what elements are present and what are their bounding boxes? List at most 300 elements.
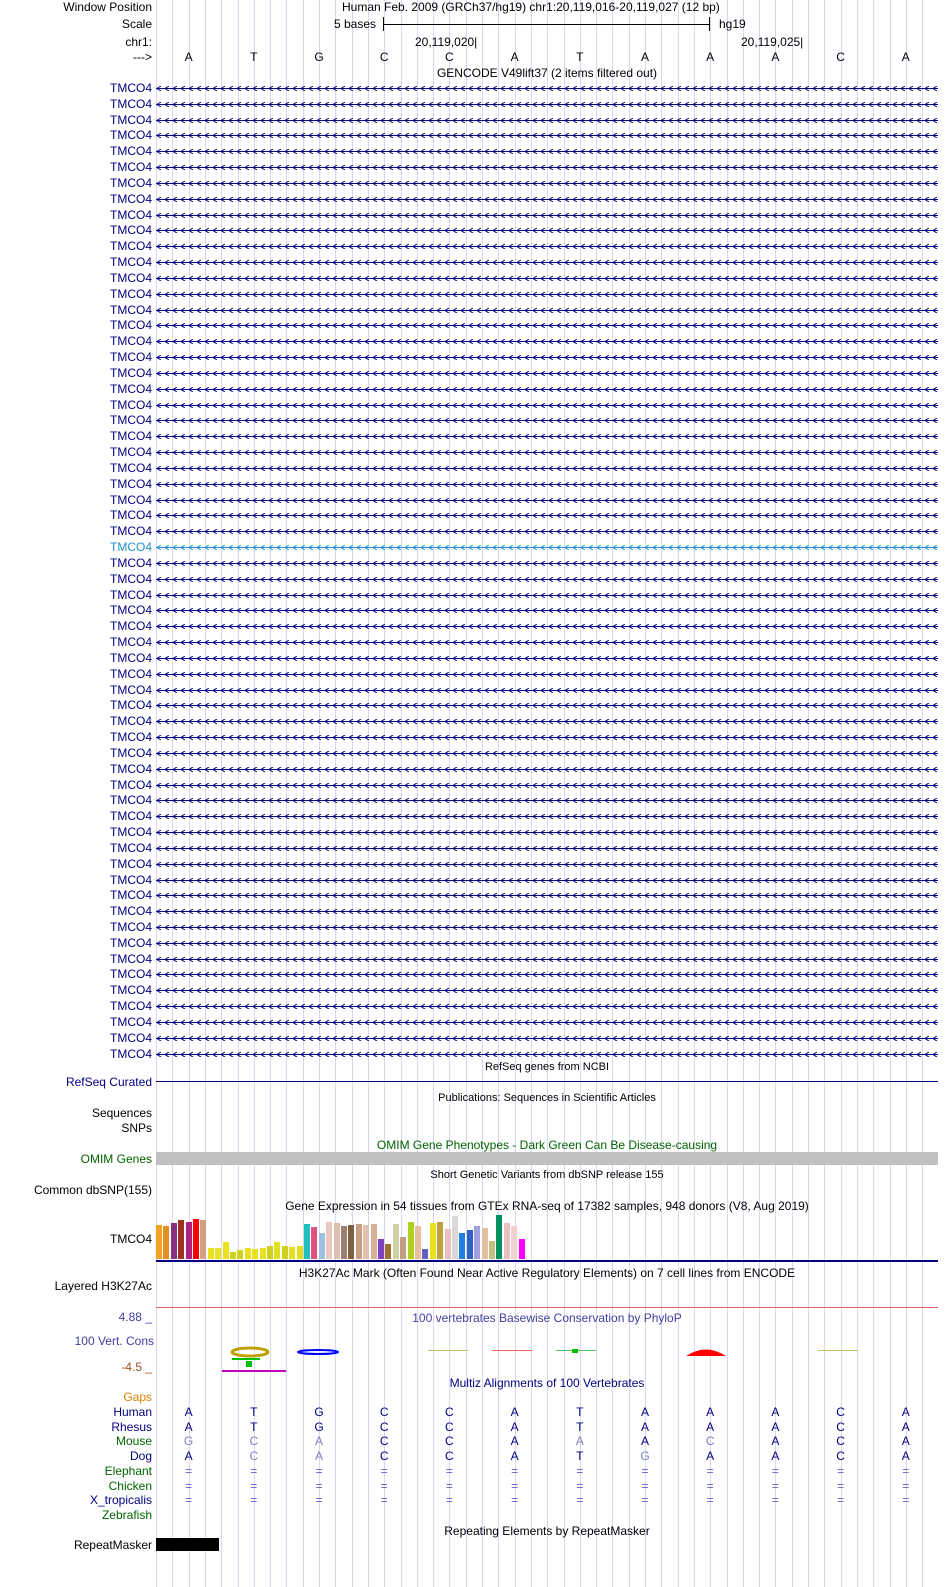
gaps-label[interactable]: Gaps <box>123 1390 152 1404</box>
reference-base: A <box>640 50 649 64</box>
gencode-transcript-strand[interactable] <box>156 1004 938 1009</box>
h3k27ac-line <box>156 1307 938 1308</box>
aligned-base: A <box>901 1449 910 1464</box>
gencode-transcript-label[interactable]: TMCO4 <box>110 302 152 317</box>
gencode-transcript-strand[interactable] <box>156 783 938 788</box>
gencode-transcript-label[interactable]: TMCO4 <box>110 207 152 222</box>
gencode-transcript-strand[interactable] <box>156 102 938 107</box>
gencode-transcript-strand[interactable] <box>156 798 938 803</box>
gtex-tissue-bar[interactable] <box>245 1248 251 1259</box>
multiz-title[interactable]: Multiz Alignments of 100 Vertebrates <box>449 1376 645 1390</box>
gencode-transcript-label[interactable]: TMCO4 <box>110 967 152 982</box>
conservation-logos <box>156 1345 938 1375</box>
aligned-base: = <box>837 1463 845 1478</box>
aligned-base: A <box>640 1434 649 1449</box>
gencode-transcript-label[interactable]: TMCO4 <box>110 1046 152 1061</box>
gtex-tissue-bar[interactable] <box>378 1239 384 1259</box>
gencode-transcript-strand[interactable] <box>156 355 938 360</box>
gtex-tissue-bar[interactable] <box>348 1225 354 1259</box>
gencode-transcript-label[interactable]: TMCO4 <box>110 270 152 285</box>
gencode-transcript-strand[interactable] <box>156 213 938 218</box>
gencode-transcript-strand[interactable] <box>156 735 938 740</box>
assembly-label: hg19 <box>719 17 746 31</box>
gencode-transcript-strand[interactable] <box>156 165 938 170</box>
gencode-transcript-strand[interactable] <box>156 197 938 202</box>
gencode-transcript-strand[interactable] <box>156 323 938 328</box>
aligned-base: A <box>901 1405 910 1419</box>
aligned-base: = <box>380 1478 388 1493</box>
gtex-tissue-bar[interactable] <box>452 1216 458 1259</box>
gencode-transcript-label[interactable]: TMCO4 <box>110 429 152 444</box>
gencode-transcript-label[interactable]: TMCO4 <box>110 999 152 1014</box>
aligned-base: A <box>640 1405 649 1419</box>
gtex-tissue-bar[interactable] <box>186 1222 192 1259</box>
aligned-base: G <box>314 1405 324 1419</box>
gencode-transcript-label[interactable]: TMCO4 <box>110 492 152 507</box>
species-label[interactable]: Chicken <box>108 1478 152 1493</box>
gtex-tissue-bar[interactable] <box>297 1246 303 1259</box>
gencode-transcript-strand[interactable] <box>156 260 938 265</box>
aligned-base: C <box>836 1405 845 1419</box>
gencode-transcript-strand[interactable] <box>156 403 938 408</box>
refseq-title[interactable]: RefSeq genes from NCBI <box>484 1061 610 1073</box>
gtex-tissue-bar[interactable] <box>415 1226 421 1259</box>
gtex-tissue-bar[interactable] <box>393 1224 399 1259</box>
gencode-transcript-label[interactable]: TMCO4 <box>110 175 152 190</box>
gtex-tissue-bar[interactable] <box>326 1222 332 1259</box>
gencode-transcript-label[interactable]: TMCO4 <box>110 96 152 111</box>
species-label[interactable]: Zebrafish <box>101 1507 152 1522</box>
gtex-tissue-bar[interactable] <box>230 1252 236 1259</box>
gtex-tissue-bar[interactable] <box>319 1233 325 1259</box>
aligned-base: A <box>706 1419 715 1434</box>
gencode-transcript-strand[interactable] <box>156 593 938 598</box>
aligned-base: G <box>314 1419 324 1434</box>
gtex-tissue-bar[interactable] <box>156 1225 162 1259</box>
gencode-transcript-strand[interactable] <box>156 418 938 423</box>
gtex-tissue-bar[interactable] <box>371 1224 377 1259</box>
gencode-transcript-strand[interactable] <box>156 371 938 376</box>
gencode-transcript-strand[interactable] <box>156 561 938 566</box>
gtex-tissue-bar[interactable] <box>223 1242 229 1259</box>
gtex-tissue-bar[interactable] <box>437 1222 443 1259</box>
aligned-base: C <box>705 1434 715 1449</box>
aligned-base: = <box>576 1478 584 1493</box>
gencode-transcript-strand[interactable] <box>156 308 938 313</box>
repeatmasker-label[interactable]: RepeatMasker <box>73 1538 152 1552</box>
sequences-label[interactable]: Sequences <box>91 1106 152 1120</box>
gtex-tissue-bar[interactable] <box>356 1224 362 1259</box>
gtex-tissue-bar[interactable] <box>193 1219 199 1259</box>
aligned-base: = <box>445 1463 453 1478</box>
aligned-base: = <box>837 1478 845 1493</box>
aligned-base: = <box>445 1493 453 1508</box>
gencode-transcript-strand[interactable] <box>156 925 938 930</box>
aligned-base: A <box>314 1449 323 1464</box>
gencode-transcript-strand[interactable] <box>156 450 938 455</box>
aligned-base: C <box>379 1434 389 1449</box>
gencode-transcript-label[interactable]: TMCO4 <box>110 793 152 808</box>
gencode-transcript-strand[interactable] <box>156 181 938 186</box>
gencode-transcript-label[interactable]: TMCO4 <box>110 761 152 776</box>
gencode-transcript-label[interactable]: TMCO4 <box>110 350 152 365</box>
gtex-title[interactable]: Gene Expression in 54 tissues from GTEx RNA-seq of 17382 samples, 948 donors (V8, Aug 2019) <box>285 1199 809 1213</box>
gencode-transcript-strand[interactable] <box>156 529 938 534</box>
gtex-tissue-bar[interactable] <box>341 1226 347 1259</box>
aligned-base: C <box>836 1419 845 1434</box>
gencode-transcript-strand[interactable] <box>156 1052 938 1057</box>
gencode-transcript-label[interactable]: TMCO4 <box>110 888 152 903</box>
gencode-transcript-label[interactable]: TMCO4 <box>110 413 152 428</box>
gencode-transcript-label[interactable]: TMCO4 <box>110 730 152 745</box>
reference-base: A <box>510 50 519 64</box>
aligned-base: = <box>771 1463 779 1478</box>
gencode-transcript-strand[interactable] <box>156 244 938 249</box>
gencode-transcript-strand[interactable] <box>156 1020 938 1025</box>
gencode-transcript-strand[interactable] <box>156 228 938 233</box>
gtex-tissue-bar[interactable] <box>215 1248 221 1259</box>
gencode-transcript-strand[interactable] <box>156 988 938 993</box>
chrom-label: chr1: <box>125 35 152 49</box>
gtex-tissue-bar[interactable] <box>363 1225 369 1259</box>
gencode-transcript-label[interactable]: TMCO4 <box>110 635 152 650</box>
aligned-base: A <box>314 1434 323 1449</box>
dbsnp-label[interactable]: Common dbSNP(155) <box>33 1183 152 1197</box>
gtex-tissue-bar[interactable] <box>511 1226 517 1259</box>
gencode-transcript-label[interactable]: TMCO4 <box>110 365 152 380</box>
gencode-transcript-label[interactable]: TMCO4 <box>110 223 152 238</box>
gencode-transcript-label[interactable]: TMCO4 <box>110 904 152 919</box>
aligned-base: G <box>640 1449 650 1464</box>
gencode-transcript-label[interactable]: TMCO4 <box>110 714 152 729</box>
aligned-base: T <box>250 1419 258 1434</box>
gencode-transcript-strand[interactable] <box>156 513 938 518</box>
gencode-transcript-label[interactable]: TMCO4 <box>110 777 152 792</box>
gencode-transcript-label[interactable]: TMCO4 <box>110 286 152 301</box>
gencode-transcript-strand[interactable] <box>156 133 938 138</box>
gtex-tissue-bar[interactable] <box>467 1230 473 1259</box>
gtex-tissue-bar[interactable] <box>282 1246 288 1259</box>
gencode-transcript-label[interactable]: TMCO4 <box>110 397 152 412</box>
species-label[interactable]: Dog <box>129 1449 152 1464</box>
aligned-base: = <box>902 1463 910 1478</box>
gencode-transcript-label[interactable]: TMCO4 <box>110 508 152 523</box>
aligned-base: = <box>837 1493 845 1508</box>
aligned-base: A <box>771 1449 780 1464</box>
gencode-transcript-label[interactable]: TMCO4 <box>110 255 152 270</box>
aligned-base: C <box>379 1405 389 1419</box>
gtex-tissue-bar[interactable] <box>200 1220 206 1259</box>
gencode-transcript-strand[interactable] <box>156 703 938 708</box>
gencode-transcript-strand[interactable] <box>156 909 938 914</box>
gencode-transcript-label[interactable]: TMCO4 <box>110 809 152 824</box>
gencode-transcript-strand[interactable] <box>156 767 938 772</box>
gtex-tissue-bar[interactable] <box>400 1237 406 1259</box>
aligned-base: = <box>576 1493 584 1508</box>
aligned-base: = <box>511 1463 519 1478</box>
aligned-base: A <box>771 1405 780 1419</box>
gencode-transcript-label[interactable]: TMCO4 <box>110 540 152 555</box>
gtex-label[interactable]: TMCO4 <box>110 1232 152 1246</box>
gtex-tissue-bar[interactable] <box>408 1222 414 1259</box>
aligned-base: C <box>249 1449 259 1464</box>
gencode-transcript-strand[interactable] <box>156 941 938 946</box>
reference-base: T <box>250 50 258 64</box>
gtex-tissue-bar[interactable] <box>496 1215 502 1259</box>
gencode-transcript-label[interactable]: TMCO4 <box>110 191 152 206</box>
gencode-transcript-strand[interactable] <box>156 957 938 962</box>
aligned-base: A <box>184 1405 193 1419</box>
gtex-tissue-bar[interactable] <box>237 1250 243 1259</box>
gtex-baseline <box>156 1260 938 1262</box>
gencode-transcript-label[interactable]: TMCO4 <box>110 112 152 127</box>
gtex-tissue-bar[interactable] <box>504 1223 510 1259</box>
species-label[interactable]: Mouse <box>115 1434 152 1449</box>
gtex-bar-chart[interactable] <box>156 1215 556 1259</box>
gencode-transcript-strand[interactable] <box>156 387 938 392</box>
gencode-transcript-strand[interactable] <box>156 86 938 91</box>
gencode-transcript-strand[interactable] <box>156 751 938 756</box>
gencode-transcript-label[interactable]: TMCO4 <box>110 919 152 934</box>
aligned-base: = <box>706 1493 714 1508</box>
gtex-tissue-bar[interactable] <box>482 1228 488 1259</box>
omim-title[interactable]: OMIM Gene Phenotypes - Dark Green Can Be Disease-causing <box>376 1138 718 1152</box>
gencode-transcript-label[interactable]: TMCO4 <box>110 951 152 966</box>
gencode-transcript-label[interactable]: TMCO4 <box>110 698 152 713</box>
aligned-base: = <box>185 1463 193 1478</box>
gencode-transcript-strand[interactable] <box>156 466 938 471</box>
gencode-transcript-label[interactable]: TMCO4 <box>110 682 152 697</box>
gencode-transcript-label[interactable]: TMCO4 <box>110 603 152 618</box>
aligned-base: = <box>315 1493 323 1508</box>
gtex-tissue-bar[interactable] <box>474 1226 480 1259</box>
refseq-line <box>156 1081 938 1082</box>
aligned-base: T <box>250 1405 258 1419</box>
aligned-base: = <box>511 1478 519 1493</box>
gencode-transcript-strand[interactable] <box>156 1036 938 1041</box>
snps-label[interactable]: SNPs <box>121 1121 152 1135</box>
aligned-base: C <box>445 1449 454 1464</box>
aligned-base: T <box>576 1419 584 1434</box>
gtex-tissue-bar[interactable] <box>267 1246 273 1259</box>
gencode-transcript-strand[interactable] <box>156 672 938 677</box>
gencode-transcript-strand[interactable] <box>156 814 938 819</box>
gencode-transcript-strand[interactable] <box>156 482 938 487</box>
gencode-transcript-strand[interactable] <box>156 846 938 851</box>
reference-base: A <box>771 50 780 64</box>
coord-tick-2: 20,119,025| <box>741 35 804 49</box>
gtex-tissue-bar[interactable] <box>274 1242 280 1259</box>
gencode-transcript-strand[interactable] <box>156 624 938 629</box>
dbsnp-title[interactable]: Short Genetic Variants from dbSNP release 155 <box>430 1169 664 1181</box>
gencode-transcript-label[interactable]: TMCO4 <box>110 619 152 634</box>
aligned-base: = <box>185 1478 193 1493</box>
gencode-transcript-strand[interactable] <box>156 545 938 550</box>
aligned-base: A <box>184 1449 193 1464</box>
gencode-transcript-label[interactable]: TMCO4 <box>110 381 152 396</box>
species-label[interactable]: Rhesus <box>111 1419 152 1434</box>
gtex-tissue-bar[interactable] <box>208 1248 214 1259</box>
gencode-transcript-label[interactable]: TMCO4 <box>110 935 152 950</box>
gtex-tissue-bar[interactable] <box>260 1248 266 1259</box>
omim-bar[interactable] <box>156 1152 938 1165</box>
gtex-tissue-bar[interactable] <box>289 1247 295 1259</box>
gencode-transcript-label[interactable]: TMCO4 <box>110 983 152 998</box>
aligned-base: A <box>901 1434 910 1449</box>
gencode-transcript-strand[interactable] <box>156 719 938 724</box>
aligned-base: = <box>315 1463 323 1478</box>
species-label[interactable]: Human <box>113 1405 152 1419</box>
aligned-base: = <box>706 1478 714 1493</box>
aligned-base: A <box>901 1419 910 1434</box>
aligned-base: = <box>250 1493 258 1508</box>
aligned-base: = <box>185 1493 193 1508</box>
repeat-element[interactable] <box>156 1538 219 1551</box>
gencode-transcript-strand[interactable] <box>156 292 938 297</box>
gtex-tissue-bar[interactable] <box>445 1229 451 1259</box>
aligned-base: A <box>510 1405 519 1419</box>
species-label[interactable]: X_tropicalis <box>89 1493 152 1508</box>
gencode-transcript-label[interactable]: TMCO4 <box>110 745 152 760</box>
aligned-base: = <box>771 1493 779 1508</box>
gencode-transcript-label[interactable]: TMCO4 <box>110 666 152 681</box>
gencode-transcript-strand[interactable] <box>156 339 938 344</box>
gencode-transcript-label[interactable]: TMCO4 <box>110 81 152 95</box>
gencode-transcript-strand[interactable] <box>156 656 938 661</box>
gencode-transcript-label[interactable]: TMCO4 <box>110 840 152 855</box>
gencode-transcript-strand[interactable] <box>156 608 938 613</box>
gtex-tissue-bar[interactable] <box>422 1249 428 1259</box>
aligned-base: C <box>836 1434 845 1449</box>
gencode-transcript-strand[interactable] <box>156 972 938 977</box>
gtex-tissue-bar[interactable] <box>489 1241 495 1259</box>
publications-title[interactable]: Publications: Sequences in Scientific Articles <box>438 1092 656 1104</box>
h3k27ac-title[interactable]: H3K27Ac Mark (Often Found Near Active Regulatory Elements) on 7 cell lines from ENCODE <box>298 1266 796 1280</box>
gencode-transcript-label[interactable]: TMCO4 <box>110 1014 152 1029</box>
gencode-transcript-label[interactable]: TMCO4 <box>110 587 152 602</box>
gencode-transcript-label[interactable]: TMCO4 <box>110 239 152 254</box>
gencode-title[interactable]: GENCODE V49lift37 (2 items filtered out) <box>436 66 658 80</box>
gencode-transcript-strand[interactable] <box>156 830 938 835</box>
omim-label[interactable]: OMIM Genes <box>80 1152 152 1166</box>
aligned-base: = <box>902 1493 910 1508</box>
reference-base: C <box>445 50 454 64</box>
gtex-tissue-bar[interactable] <box>430 1223 436 1259</box>
reference-base: C <box>379 50 389 64</box>
aligned-base: = <box>641 1493 649 1508</box>
aligned-base: C <box>249 1434 259 1449</box>
conservation-label[interactable]: 100 Vert. Cons <box>74 1334 154 1348</box>
aligned-base: = <box>315 1478 323 1493</box>
aligned-base: = <box>576 1463 584 1478</box>
aligned-base: A <box>640 1419 649 1434</box>
aligned-base: = <box>511 1493 519 1508</box>
gtex-tissue-bar[interactable] <box>459 1233 465 1259</box>
aligned-base: T <box>576 1449 584 1464</box>
gtex-tissue-bar[interactable] <box>334 1223 340 1259</box>
gencode-transcript-label[interactable]: TMCO4 <box>110 571 152 586</box>
gencode-transcript-strand[interactable] <box>156 878 938 883</box>
reference-base: A <box>706 50 715 64</box>
aligned-base: A <box>706 1405 715 1419</box>
scale-bar <box>383 17 710 31</box>
repeatmasker-title[interactable]: Repeating Elements by RepeatMasker <box>444 1524 650 1538</box>
gencode-transcript-label[interactable]: TMCO4 <box>110 524 152 539</box>
gencode-transcript-label[interactable]: TMCO4 <box>110 650 152 665</box>
species-label[interactable]: Elephant <box>104 1463 152 1478</box>
strand-label: ---> <box>133 50 152 64</box>
window-position-value: Human Feb. 2009 (GRCh37/hg19) chr1:20,119,016-20,119,027 (12 bp) <box>342 0 720 14</box>
gtex-tissue-bar[interactable] <box>519 1239 525 1259</box>
gtex-tissue-bar[interactable] <box>178 1220 184 1259</box>
window-position-label: Window Position <box>63 0 152 14</box>
reference-base: C <box>836 50 845 64</box>
gtex-tissue-bar[interactable] <box>252 1249 258 1259</box>
gencode-transcript-strand[interactable] <box>156 118 938 123</box>
gtex-tissue-bar[interactable] <box>163 1226 169 1259</box>
gencode-transcript-label[interactable]: TMCO4 <box>110 460 152 475</box>
aligned-base: A <box>771 1419 780 1434</box>
conservation-title[interactable]: 100 vertebrates Basewise Conservation by PhyloP <box>412 1311 682 1325</box>
gencode-transcript-strand[interactable] <box>156 862 938 867</box>
aligned-base: = <box>445 1478 453 1493</box>
conservation-max: 4.88 _ <box>118 1310 152 1324</box>
scale-label: Scale <box>121 17 152 31</box>
aligned-base: C <box>379 1419 389 1434</box>
reference-base: A <box>901 50 910 64</box>
gencode-transcript-strand[interactable] <box>156 149 938 154</box>
aligned-base: = <box>641 1463 649 1478</box>
gencode-transcript-strand[interactable] <box>156 276 938 281</box>
gencode-transcript-strand[interactable] <box>156 640 938 645</box>
gencode-transcript-label[interactable]: TMCO4 <box>110 445 152 460</box>
reference-base: T <box>576 50 584 64</box>
aligned-base: G <box>183 1434 194 1449</box>
gencode-transcript-strand[interactable] <box>156 577 938 582</box>
reference-base: A <box>184 50 193 64</box>
aligned-base: T <box>576 1405 584 1419</box>
gtex-tissue-bar[interactable] <box>171 1223 177 1259</box>
aligned-base: = <box>380 1463 388 1478</box>
gencode-transcript-strand[interactable] <box>156 498 938 503</box>
gencode-transcript-label[interactable]: TMCO4 <box>110 128 152 143</box>
gtex-tissue-bar[interactable] <box>304 1224 310 1259</box>
aligned-base: C <box>836 1449 845 1464</box>
aligned-base: A <box>510 1419 519 1434</box>
gencode-transcript-label[interactable]: TMCO4 <box>110 334 152 349</box>
gencode-transcript-label[interactable]: TMCO4 <box>110 1030 152 1045</box>
gencode-transcript-strand[interactable] <box>156 688 938 693</box>
aligned-base: A <box>575 1434 584 1449</box>
gencode-transcript-label[interactable]: TMCO4 <box>110 160 152 175</box>
aligned-base: A <box>510 1434 519 1449</box>
gencode-transcript-label[interactable]: TMCO4 <box>110 825 152 839</box>
gencode-transcript-strand[interactable] <box>156 434 938 439</box>
gtex-tissue-bar[interactable] <box>385 1244 391 1259</box>
aligned-base: C <box>445 1419 454 1434</box>
gencode-transcript-label[interactable]: TMCO4 <box>110 476 152 491</box>
aligned-base: C <box>445 1434 454 1449</box>
h3k27ac-label[interactable]: Layered H3K27Ac <box>54 1279 152 1293</box>
gencode-transcript-label[interactable]: TMCO4 <box>110 856 152 871</box>
gencode-transcript-label[interactable]: TMCO4 <box>110 555 152 570</box>
gencode-transcript-label[interactable]: TMCO4 <box>110 872 152 887</box>
gencode-transcript-label[interactable]: TMCO4 <box>110 318 152 333</box>
refseq-label[interactable]: RefSeq Curated <box>65 1075 152 1089</box>
gencode-transcript-label[interactable]: TMCO4 <box>110 144 152 159</box>
gencode-transcript-strand[interactable] <box>156 893 938 898</box>
gtex-tissue-bar[interactable] <box>311 1227 317 1259</box>
